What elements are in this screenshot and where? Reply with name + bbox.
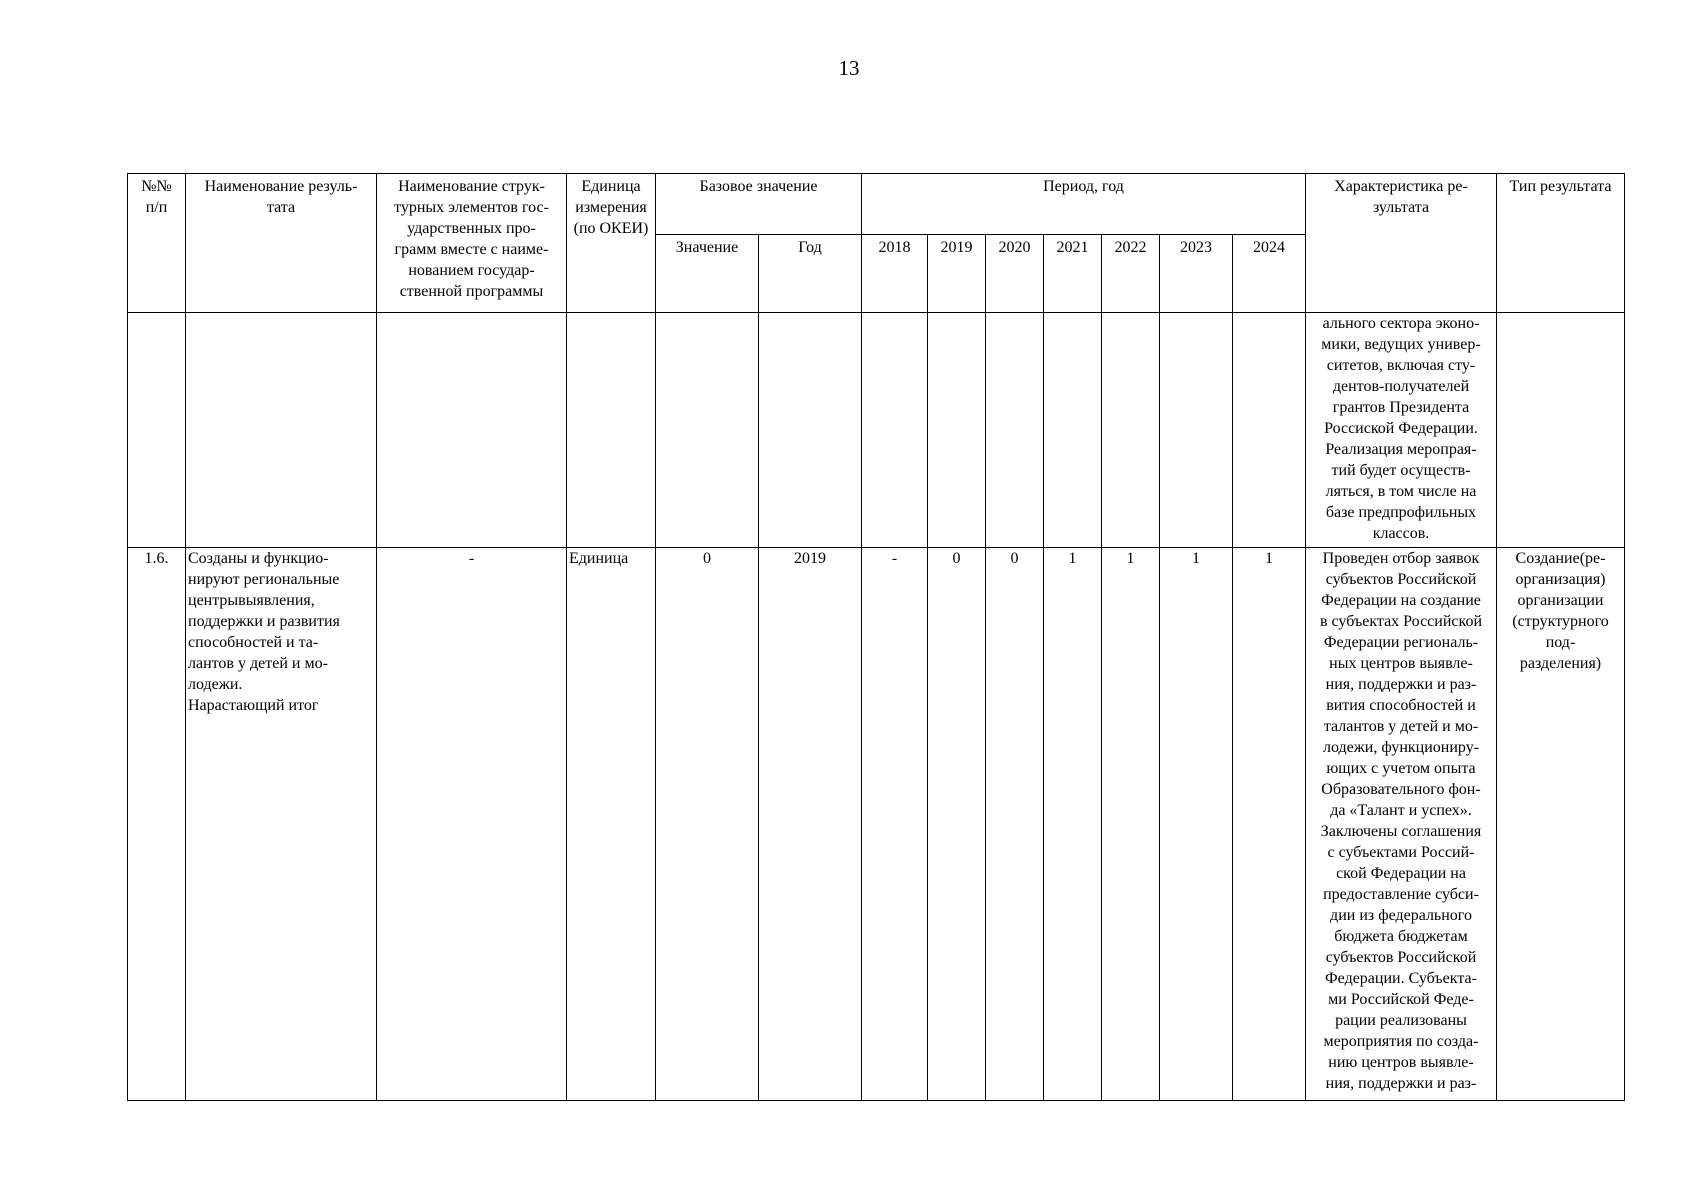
header-year-2021: 2021 [1044, 235, 1102, 313]
header-num: №№ п/п [128, 174, 186, 313]
row-result-type [1497, 313, 1625, 548]
row-year-2021 [1044, 313, 1102, 548]
row-unit: Единица [567, 548, 656, 1101]
header-base-sub-year: Год [759, 235, 862, 313]
row-base-value: 0 [656, 548, 759, 1101]
row-year-2021: 1 [1044, 548, 1102, 1101]
row-year-2024: 1 [1233, 548, 1306, 1101]
row-year-2024 [1233, 313, 1306, 548]
header-base-value: Базовое значение [656, 174, 862, 235]
header-base-sub-value: Значение [656, 235, 759, 313]
header-year-2023: 2023 [1160, 235, 1233, 313]
row-result-type: Создание(ре- организация) организации (структурного под- разделения) [1497, 548, 1625, 1101]
header-unit: Единица измерения (по ОКЕИ) [567, 174, 656, 313]
row-year-2018 [862, 313, 928, 548]
header-struct-elements: Наименование струк- турных элементов гос- ударственных про- грамм вместе с наиме- нованием государ- ственной программы [377, 174, 567, 313]
row-year-2020: 0 [986, 548, 1044, 1101]
header-year-2019: 2019 [928, 235, 986, 313]
header-year-2018: 2018 [862, 235, 928, 313]
row-year-2018: - [862, 548, 928, 1101]
row-year-2019 [928, 313, 986, 548]
row-base-year [759, 313, 862, 548]
row-num: 1.6. [128, 548, 186, 1101]
table-row [128, 313, 1625, 548]
table-row [128, 548, 1625, 1101]
row-characteristic: Проведен отбор заявок субъектов Российской Федерации на создание в субъектах Российской Федерации региональ- ных центров выявле- ния, поддержки и раз- вития способностей и талантов у детей и мо- лодежи, функциониру- ющих с учетом опыта Образовательного фон- да «Талант и успех». Заключены соглашения с субъектами Россий- ской Федерации на предоставление субси- дии из федерального бюджета бюджетам субъектов Российской Федерации. Субъекта- ми Российской Феде- рации реализованы мероприятия по созда- нию центров выявле- ния, поддержки и раз- [1306, 548, 1497, 1101]
row-unit [567, 313, 656, 548]
row-struct-elements [377, 313, 567, 548]
header-period: Период, год [862, 174, 1306, 235]
row-base-value [656, 313, 759, 548]
header-year-2022: 2022 [1102, 235, 1160, 313]
header-characteristic: Характеристика ре- зультата [1306, 174, 1497, 313]
header-year-2020: 2020 [986, 235, 1044, 313]
row-characteristic: ального сектора эконо- мики, ведущих универ- ситетов, включая сту- дентов-получателей грантов Президента Россиской Федерации. Реализация меропрая- тий будет осуществ- ляться, в том числе на базе предпрофильных классов. [1306, 313, 1497, 548]
header-year-2024: 2024 [1233, 235, 1306, 313]
row-year-2023 [1160, 313, 1233, 548]
header-result-name: Наименование резуль- тата [186, 174, 377, 313]
row-year-2022 [1102, 313, 1160, 548]
row-year-2022: 1 [1102, 548, 1160, 1101]
row-year-2019: 0 [928, 548, 986, 1101]
header-result-type: Тип результата [1497, 174, 1625, 313]
row-num [128, 313, 186, 548]
row-result-name: Созданы и функцио- нируют региональные центрывыявления, поддержки и развития способностей и та- лантов у детей и мо- лодежи. Нарастающий итог [186, 548, 377, 1101]
results-table [127, 173, 1625, 1101]
row-base-year: 2019 [759, 548, 862, 1101]
row-result-name [186, 313, 377, 548]
page-number: 13 [838, 56, 860, 80]
row-year-2023: 1 [1160, 548, 1233, 1101]
row-struct-elements: - [377, 548, 567, 1101]
row-year-2020 [986, 313, 1044, 548]
